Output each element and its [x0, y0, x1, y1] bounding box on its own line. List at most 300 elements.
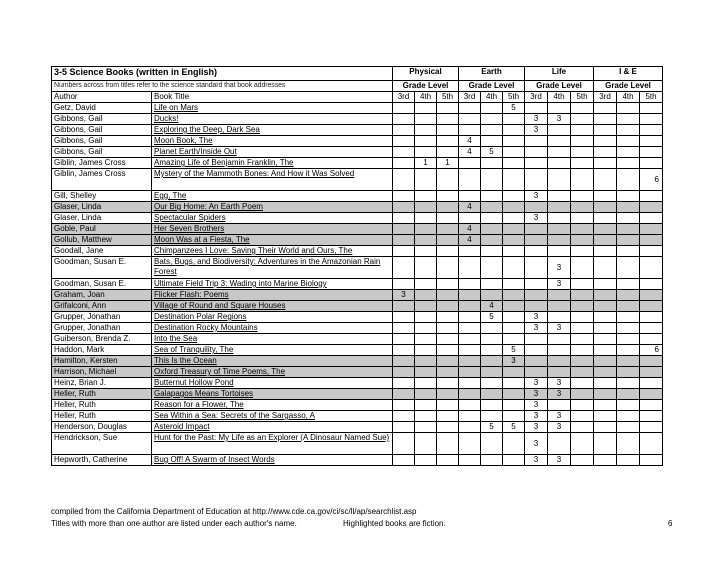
subtitle-row	[52, 81, 663, 92]
standard-cell-p4	[415, 312, 437, 323]
standard-cell-e4	[481, 389, 503, 400]
book-title-cell: Chimpanzees I Love: Saving Their World and Ours, The	[152, 246, 393, 257]
standard-cell-l4: 3	[548, 279, 571, 290]
standard-cell-i5	[640, 103, 663, 114]
standard-cell-p3	[393, 400, 415, 411]
standard-cell-i5	[640, 433, 663, 455]
book-title-cell: Oxford Treasury of Time Poems, The	[152, 367, 393, 378]
book-title-cell: Galapagos Means Tortoises	[152, 389, 393, 400]
standard-cell-i4	[617, 257, 640, 279]
standard-cell-p3	[393, 422, 415, 433]
book-title-cell: Butternut Hollow Pond	[152, 378, 393, 389]
standard-cell-l4	[548, 235, 571, 246]
author-cell: Heinz, Brian J.	[52, 378, 152, 389]
standard-cell-l4	[548, 312, 571, 323]
grade-header: 4th	[481, 92, 503, 103]
standard-cell-i4	[617, 125, 640, 136]
standard-cell-e4	[481, 158, 503, 169]
standard-cell-i4	[617, 400, 640, 411]
table-row	[52, 213, 663, 224]
book-title-cell: Egg, The	[152, 191, 393, 202]
standard-cell-p4	[415, 334, 437, 345]
standard-cell-i3	[594, 202, 617, 213]
standard-cell-e5	[503, 125, 525, 136]
standard-cell-e5	[503, 147, 525, 158]
standard-cell-p4	[415, 433, 437, 455]
standard-cell-e3	[459, 191, 481, 202]
standard-cell-l3	[525, 103, 548, 114]
standard-cell-e4	[481, 323, 503, 334]
standard-cell-l5	[571, 158, 594, 169]
standard-cell-l5	[571, 411, 594, 422]
standard-cell-l4: 3	[548, 257, 571, 279]
book-title-cell: Hunt for the Past: My Life as an Explorer (A Dinosaur Named Sue)	[152, 433, 393, 455]
standard-cell-e5: 5	[503, 422, 525, 433]
standard-cell-l3: 3	[525, 378, 548, 389]
standard-cell-i4	[617, 389, 640, 400]
standard-cell-i5	[640, 257, 663, 279]
book-title-cell: Asteroid Impact	[152, 422, 393, 433]
category-earth: Earth	[459, 67, 525, 81]
standard-cell-e5	[503, 433, 525, 455]
standard-cell-p4	[415, 114, 437, 125]
author-cell: Grifalconi, Ann	[52, 301, 152, 312]
table-row	[52, 158, 663, 169]
standard-cell-l3: 3	[525, 312, 548, 323]
standard-cell-p5	[437, 191, 459, 202]
standard-cell-p5	[437, 202, 459, 213]
standard-cell-i3	[594, 400, 617, 411]
standard-cell-l3: 3	[525, 191, 548, 202]
standard-cell-i5	[640, 213, 663, 224]
standard-cell-e3	[459, 103, 481, 114]
standard-cell-p4	[415, 103, 437, 114]
standard-cell-i5	[640, 246, 663, 257]
standard-cell-l4: 3	[548, 378, 571, 389]
standard-cell-l4	[548, 136, 571, 147]
table-row	[52, 279, 663, 290]
standard-cell-e5	[503, 334, 525, 345]
standard-cell-e4	[481, 202, 503, 213]
book-title-cell: Moon Was at a Fiesta, The	[152, 235, 393, 246]
standard-cell-l5	[571, 279, 594, 290]
standard-cell-i4	[617, 246, 640, 257]
standard-cell-e3	[459, 312, 481, 323]
table-row	[52, 169, 663, 191]
standard-cell-p4	[415, 147, 437, 158]
standard-cell-l5	[571, 235, 594, 246]
standard-cell-l3	[525, 136, 548, 147]
standard-cell-e5: 5	[503, 103, 525, 114]
standard-cell-e5	[503, 411, 525, 422]
standard-cell-e3	[459, 422, 481, 433]
standard-cell-i3	[594, 323, 617, 334]
standard-cell-i3	[594, 125, 617, 136]
author-cell: Giblin, James Cross	[52, 158, 152, 169]
sheet-subtitle: Numbers across from titles refer to the science standard that book addresses	[52, 81, 393, 92]
standard-cell-e4	[481, 400, 503, 411]
standard-cell-i3	[594, 191, 617, 202]
standard-cell-p3	[393, 103, 415, 114]
standard-cell-l4	[548, 433, 571, 455]
standard-cell-i3	[594, 279, 617, 290]
category-life: Life	[525, 67, 594, 81]
grade-header: 3rd	[459, 92, 481, 103]
standard-cell-i5	[640, 301, 663, 312]
standard-cell-i5	[640, 400, 663, 411]
book-title-cell: Life on Mars	[152, 103, 393, 114]
standard-cell-p5	[437, 433, 459, 455]
standard-cell-e4	[481, 169, 503, 191]
book-title-cell: Our Big Home: An Earth Poem	[152, 202, 393, 213]
category-ie: I & E	[594, 67, 663, 81]
standard-cell-l4: 3	[548, 411, 571, 422]
standard-cell-p5	[437, 334, 459, 345]
standard-cell-e5	[503, 213, 525, 224]
table-row	[52, 235, 663, 246]
table-row	[52, 367, 663, 378]
standard-cell-i5	[640, 367, 663, 378]
standard-cell-p3	[393, 246, 415, 257]
standard-cell-i3	[594, 367, 617, 378]
standard-cell-l5	[571, 455, 594, 466]
standard-cell-l3	[525, 202, 548, 213]
standard-cell-l4: 3	[548, 389, 571, 400]
standard-cell-e4	[481, 433, 503, 455]
standard-cell-l5	[571, 136, 594, 147]
author-cell: Grupper, Jonathan	[52, 312, 152, 323]
standard-cell-e5	[503, 202, 525, 213]
standard-cell-e4	[481, 367, 503, 378]
author-cell: Heller, Ruth	[52, 389, 152, 400]
standard-cell-e4	[481, 235, 503, 246]
standard-cell-e3	[459, 114, 481, 125]
standard-cell-l4	[548, 103, 571, 114]
standard-cell-l4	[548, 191, 571, 202]
table-row	[52, 433, 663, 455]
standard-cell-e5	[503, 400, 525, 411]
table-row	[52, 356, 663, 367]
standard-cell-e5	[503, 191, 525, 202]
table-row	[52, 345, 663, 356]
standard-cell-p4	[415, 136, 437, 147]
standard-cell-i4	[617, 279, 640, 290]
standard-cell-p4	[415, 279, 437, 290]
standard-cell-i5	[640, 389, 663, 400]
standard-cell-i3	[594, 411, 617, 422]
standard-cell-e4	[481, 378, 503, 389]
standard-cell-p3	[393, 411, 415, 422]
standard-cell-e5	[503, 257, 525, 279]
standard-cell-e3	[459, 411, 481, 422]
standard-cell-i4	[617, 213, 640, 224]
table-row	[52, 136, 663, 147]
standard-cell-e5	[503, 323, 525, 334]
table-row	[52, 103, 663, 114]
standard-cell-p5	[437, 114, 459, 125]
standard-cell-e4	[481, 125, 503, 136]
standard-cell-l3	[525, 235, 548, 246]
standard-cell-l3	[525, 279, 548, 290]
standard-cell-i5	[640, 114, 663, 125]
standard-cell-e5	[503, 389, 525, 400]
standard-cell-p4	[415, 213, 437, 224]
standard-cell-i5	[640, 191, 663, 202]
standard-cell-p4	[415, 345, 437, 356]
standard-cell-i5	[640, 279, 663, 290]
standard-cell-i4	[617, 422, 640, 433]
standard-cell-p3	[393, 147, 415, 158]
standard-cell-p3	[393, 114, 415, 125]
standard-cell-p5	[437, 422, 459, 433]
standard-cell-l4	[548, 367, 571, 378]
standard-cell-p3	[393, 158, 415, 169]
standard-cell-e3: 4	[459, 235, 481, 246]
grade-header: 4th	[415, 92, 437, 103]
table-row	[52, 290, 663, 301]
standard-cell-p5	[437, 279, 459, 290]
standard-cell-e5	[503, 367, 525, 378]
standard-cell-l3	[525, 224, 548, 235]
table-row	[52, 323, 663, 334]
standard-cell-i3	[594, 169, 617, 191]
standard-cell-p5	[437, 323, 459, 334]
standard-cell-e5	[503, 158, 525, 169]
standard-cell-e4	[481, 345, 503, 356]
author-cell: Giblin, James Cross	[52, 169, 152, 191]
book-title-cell: This Is the Ocean	[152, 356, 393, 367]
standard-cell-l4	[548, 125, 571, 136]
table-row	[52, 114, 663, 125]
author-cell: Goodman, Susan E.	[52, 257, 152, 279]
standard-cell-i5	[640, 356, 663, 367]
standard-cell-i4	[617, 301, 640, 312]
standard-cell-p5	[437, 235, 459, 246]
fiction-note: Highlighted books are fiction.	[343, 519, 446, 528]
standard-cell-p3	[393, 389, 415, 400]
author-cell: Gibbons, Gail	[52, 125, 152, 136]
standard-cell-e4	[481, 114, 503, 125]
standard-cell-l3	[525, 246, 548, 257]
standard-cell-e4	[481, 411, 503, 422]
standard-cell-i5	[640, 334, 663, 345]
standard-cell-l4	[548, 246, 571, 257]
standard-cell-p4	[415, 356, 437, 367]
author-cell: Heller, Ruth	[52, 411, 152, 422]
standard-cell-e4	[481, 224, 503, 235]
table-row	[52, 389, 663, 400]
grade-level-label: Grade Level	[525, 81, 594, 92]
standard-cell-i4	[617, 224, 640, 235]
standard-cell-e3	[459, 246, 481, 257]
standard-cell-p5	[437, 301, 459, 312]
source-note: compiled from the California Department of Education at http://www.cde.ca.gov/ci/sc/ll/ap/searchlist.asp	[51, 507, 417, 516]
book-title-cell: Village of Round and Square Houses	[152, 301, 393, 312]
author-cell: Guiberson, Brenda Z.	[52, 334, 152, 345]
standard-cell-p5	[437, 400, 459, 411]
standard-cell-i3	[594, 389, 617, 400]
standard-cell-l5	[571, 202, 594, 213]
standard-cell-i4	[617, 290, 640, 301]
standard-cell-p4	[415, 191, 437, 202]
standard-cell-l4	[548, 345, 571, 356]
standard-cell-p5	[437, 246, 459, 257]
book-title-cell: Bug Off! A Swarm of Insect Words	[152, 455, 393, 466]
standard-cell-e3	[459, 279, 481, 290]
standard-cell-p3	[393, 169, 415, 191]
author-column-header: Author	[52, 92, 152, 103]
table-row	[52, 224, 663, 235]
standard-cell-l4	[548, 158, 571, 169]
book-title-cell: Spectacular Spiders	[152, 213, 393, 224]
standard-cell-e3	[459, 158, 481, 169]
standard-cell-l3: 3	[525, 125, 548, 136]
science-books-table	[51, 66, 663, 466]
standard-cell-e3	[459, 345, 481, 356]
standard-cell-i4	[617, 455, 640, 466]
grade-header: 3rd	[525, 92, 548, 103]
standard-cell-e4: 5	[481, 422, 503, 433]
standard-cell-e3	[459, 433, 481, 455]
standard-cell-e4	[481, 290, 503, 301]
standard-cell-p5	[437, 312, 459, 323]
standard-cell-l4	[548, 301, 571, 312]
standard-cell-i3	[594, 378, 617, 389]
standard-cell-i4	[617, 411, 640, 422]
standard-cell-e4	[481, 279, 503, 290]
table-row	[52, 147, 663, 158]
standard-cell-p4	[415, 389, 437, 400]
standard-cell-l3	[525, 356, 548, 367]
standard-cell-e5	[503, 301, 525, 312]
standard-cell-l5	[571, 378, 594, 389]
standard-cell-i5	[640, 235, 663, 246]
standard-cell-l5	[571, 257, 594, 279]
standard-cell-e3	[459, 169, 481, 191]
standard-cell-i5	[640, 378, 663, 389]
table-row	[52, 246, 663, 257]
author-cell: Goodman, Susan E.	[52, 279, 152, 290]
standard-cell-p3	[393, 312, 415, 323]
standard-cell-i5: 6	[640, 169, 663, 191]
grade-header: 3rd	[594, 92, 617, 103]
table-row	[52, 202, 663, 213]
standard-cell-p4	[415, 246, 437, 257]
grade-header: 5th	[640, 92, 663, 103]
standard-cell-p4	[415, 455, 437, 466]
standard-cell-p4	[415, 235, 437, 246]
standard-cell-e5: 3	[503, 356, 525, 367]
grade-header: 3rd	[393, 92, 415, 103]
standard-cell-l3	[525, 345, 548, 356]
standard-cell-l3	[525, 301, 548, 312]
standard-cell-l4	[548, 400, 571, 411]
standard-cell-p4	[415, 257, 437, 279]
standard-cell-e3	[459, 367, 481, 378]
standard-cell-p5	[437, 290, 459, 301]
standard-cell-l5	[571, 389, 594, 400]
standard-cell-l3	[525, 158, 548, 169]
standard-cell-p3	[393, 213, 415, 224]
standard-cell-l3: 3	[525, 422, 548, 433]
standard-cell-p4	[415, 378, 437, 389]
standard-cell-l3: 3	[525, 114, 548, 125]
standard-cell-e4	[481, 136, 503, 147]
standard-cell-l4: 3	[548, 323, 571, 334]
standard-cell-l5	[571, 114, 594, 125]
standard-cell-i5	[640, 224, 663, 235]
book-title-cell: Sea Within a Sea: Secrets of the Sargasso, A	[152, 411, 393, 422]
standard-cell-p5	[437, 378, 459, 389]
standard-cell-i3	[594, 257, 617, 279]
book-title-cell: Sea of Tranquility, The	[152, 345, 393, 356]
standard-cell-i3	[594, 290, 617, 301]
standard-cell-p4	[415, 224, 437, 235]
standard-cell-p4	[415, 125, 437, 136]
standard-cell-i4	[617, 345, 640, 356]
standard-cell-l5	[571, 422, 594, 433]
standard-cell-l5	[571, 356, 594, 367]
author-cell: Gill, Shelley	[52, 191, 152, 202]
standard-cell-p3	[393, 323, 415, 334]
book-title-cell: Amazing Life of Benjamin Franklin, The	[152, 158, 393, 169]
standard-cell-p5	[437, 345, 459, 356]
standard-cell-p3	[393, 345, 415, 356]
standard-cell-e5	[503, 114, 525, 125]
standard-cell-p5	[437, 356, 459, 367]
standard-cell-l5	[571, 213, 594, 224]
standard-cell-e4	[481, 455, 503, 466]
standard-cell-p5	[437, 213, 459, 224]
standard-cell-i5	[640, 147, 663, 158]
standard-cell-p4	[415, 290, 437, 301]
standard-cell-p3	[393, 125, 415, 136]
book-title-cell: Mystery of the Mammoth Bones: And How it Was Solved	[152, 169, 393, 191]
standard-cell-p5	[437, 147, 459, 158]
standard-cell-e4: 5	[481, 312, 503, 323]
standard-cell-i3	[594, 136, 617, 147]
book-title-cell: Ducks!	[152, 114, 393, 125]
standard-cell-e3	[459, 257, 481, 279]
standard-cell-p3	[393, 191, 415, 202]
standard-cell-e3	[459, 334, 481, 345]
standard-cell-e3	[459, 290, 481, 301]
multi-author-note: Titles with more than one author are listed under each author's name.	[51, 519, 297, 528]
standard-cell-p5	[437, 103, 459, 114]
standard-cell-e5	[503, 224, 525, 235]
standard-cell-l3: 3	[525, 455, 548, 466]
standard-cell-l3	[525, 367, 548, 378]
author-cell: Hendrickson, Sue	[52, 433, 152, 455]
standard-cell-i5	[640, 455, 663, 466]
author-cell: Goodall, Jane	[52, 246, 152, 257]
standard-cell-e3	[459, 213, 481, 224]
standard-cell-i3	[594, 356, 617, 367]
standard-cell-i3	[594, 114, 617, 125]
standard-cell-p5	[437, 169, 459, 191]
book-title-cell: Destination Rocky Mountains	[152, 323, 393, 334]
standard-cell-e5	[503, 312, 525, 323]
standard-cell-l4	[548, 224, 571, 235]
standard-cell-i3	[594, 301, 617, 312]
standard-cell-l5	[571, 191, 594, 202]
standard-cell-e5	[503, 246, 525, 257]
standard-cell-p3	[393, 301, 415, 312]
standard-cell-i4	[617, 169, 640, 191]
title-column-header: Book Title	[152, 92, 393, 103]
standard-cell-e5	[503, 136, 525, 147]
standard-cell-e4	[481, 246, 503, 257]
